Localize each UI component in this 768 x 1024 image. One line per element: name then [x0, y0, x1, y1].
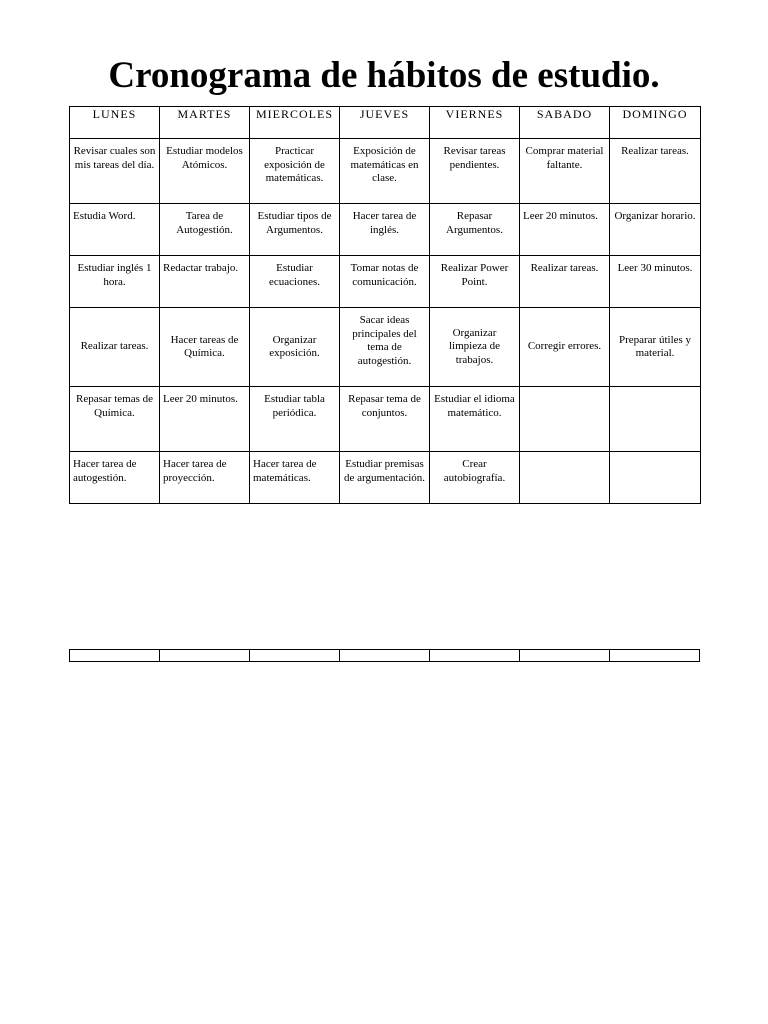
table-cell: Sacar ideas principales del tema de autogestión.: [340, 308, 430, 387]
table-cell: Realizar tareas.: [70, 308, 160, 387]
table-cell: Hacer tarea de matemáticas.: [250, 452, 340, 504]
table-cell: Estudiar modelos Atómicos.: [160, 139, 250, 204]
table-cell: Leer 20 minutos.: [160, 387, 250, 452]
table-cell: Estudia Word.: [70, 204, 160, 256]
table-row: [70, 387, 701, 452]
table-cell: Repasar Argumentos.: [430, 204, 520, 256]
day-header-jueves: JUEVES: [340, 107, 430, 139]
empty-table-row: [69, 649, 700, 662]
table-cell: Estudiar el idioma matemático.: [430, 387, 520, 452]
empty-cell: [520, 650, 610, 662]
table-cell: Estudiar tipos de Argumentos.: [250, 204, 340, 256]
table-cell: Leer 20 minutos.: [520, 204, 610, 256]
table-cell: Hacer tarea de proyección.: [160, 452, 250, 504]
table-cell: Corregir errores.: [520, 308, 610, 387]
table-cell: Realizar tareas.: [610, 139, 701, 204]
table-cell: Hacer tarea de inglés.: [340, 204, 430, 256]
day-header-martes: MARTES: [160, 107, 250, 139]
page-title: Cronograma de hábitos de estudio.: [108, 55, 660, 96]
table-cell: Hacer tareas de Química.: [160, 308, 250, 387]
table-cell: Realizar tareas.: [520, 256, 610, 308]
table-row: [70, 308, 701, 387]
table-cell: Organizar exposición.: [250, 308, 340, 387]
empty-cell: [70, 650, 160, 662]
table-row: [70, 256, 701, 308]
empty-cell: [430, 650, 520, 662]
table-cell: Crear autobiografía.: [430, 452, 520, 504]
empty-cell: [250, 650, 340, 662]
table-cell: Comprar material faltante.: [520, 139, 610, 204]
table-cell: Estudiar premisas de argumentación.: [340, 452, 430, 504]
table-row: [70, 452, 701, 504]
table-cell: Realizar Power Point.: [430, 256, 520, 308]
day-header-viernes: VIERNES: [430, 107, 520, 139]
table-cell: Organizar horario.: [610, 204, 701, 256]
table-cell: Preparar útiles y material.: [610, 308, 701, 387]
table-cell: Repasar tema de conjuntos.: [340, 387, 430, 452]
empty-cell: [160, 650, 250, 662]
day-header-sabado: SABADO: [520, 107, 610, 139]
day-header-lunes: LUNES: [70, 107, 160, 139]
table-cell: [520, 452, 610, 504]
table-cell: Estudiar inglés 1 hora.: [70, 256, 160, 308]
table-cell: Revisar tareas pendientes.: [430, 139, 520, 204]
day-header-miercoles: MIERCOLES: [250, 107, 340, 139]
table-cell: [610, 452, 701, 504]
table-cell: Hacer tarea de autogestión.: [70, 452, 160, 504]
table-cell: [520, 387, 610, 452]
empty-cell: [340, 650, 430, 662]
table-row: [70, 650, 700, 662]
table-row: [70, 139, 701, 204]
table-cell: Tarea de Autogestión.: [160, 204, 250, 256]
table-cell: Estudiar tabla periódica.: [250, 387, 340, 452]
table-cell: Redactar trabajo.: [160, 256, 250, 308]
schedule-table: [69, 106, 701, 504]
empty-cell: [610, 650, 700, 662]
day-header-domingo: DOMINGO: [610, 107, 701, 139]
table-cell: Practicar exposición de matemáticas.: [250, 139, 340, 204]
table-cell: Exposición de matemáticas en clase.: [340, 139, 430, 204]
table-row: [70, 204, 701, 256]
header-row: [70, 107, 701, 139]
table-cell: [610, 387, 701, 452]
table-cell: Repasar temas de Química.: [70, 387, 160, 452]
table-cell: Leer 30 minutos.: [610, 256, 701, 308]
table-cell: Organizar limpieza de trabajos.: [430, 308, 520, 387]
table-cell: Estudiar ecuaciones.: [250, 256, 340, 308]
table-cell: Tomar notas de comunicación.: [340, 256, 430, 308]
table-cell: Revisar cuales son mis tareas del día.: [70, 139, 160, 204]
